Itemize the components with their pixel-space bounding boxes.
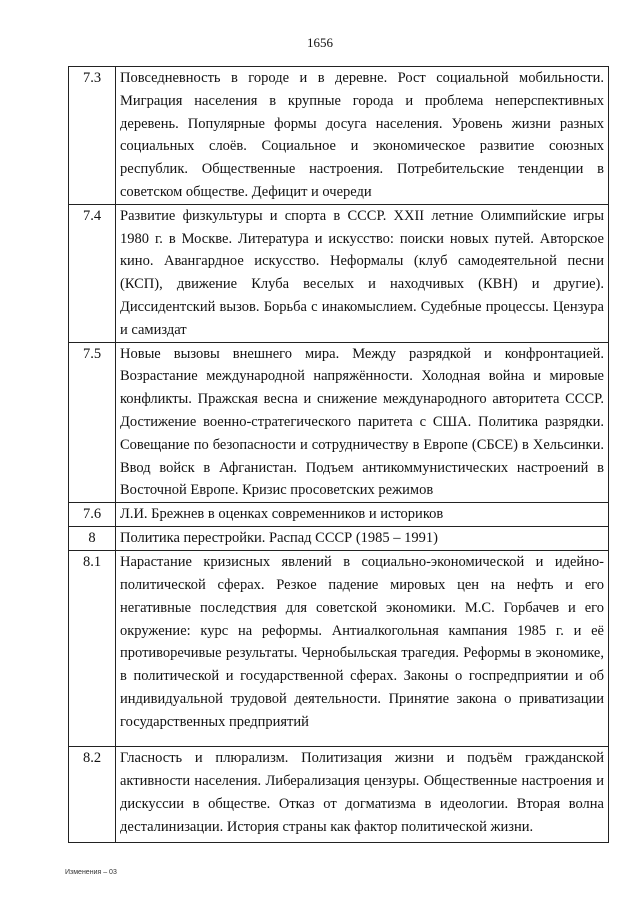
table-row	[69, 527, 609, 551]
topic-number: 7.4	[69, 204, 116, 342]
table-row	[69, 342, 609, 503]
topic-number: 7.6	[69, 503, 116, 527]
topic-text: Повседневность в городе и в деревне. Рост социальной мобильности. Миграция населения в крупные города и проблема неперспективных деревень. Популярные формы досуга населения. Уровень жизни разных социальных слоёв. Социальное и экономическое развитие союзных республик. Общественные настроения. Потребительские тенденции в советском обществе. Дефицит и очереди	[116, 67, 609, 205]
topics-table	[68, 66, 609, 843]
topic-number: 8	[69, 527, 116, 551]
table-row	[69, 551, 609, 747]
table-row	[69, 747, 609, 843]
topic-number: 8.1	[69, 551, 116, 747]
topic-text: Гласность и плюрализм. Политизация жизни и подъём гражданской активности населения. Либерализация цензуры. Общественные настроения и дискуссии в обществе. Отказ от догматизма в идеологии. Вторая волна десталинизации. История страны как фактор политической жизни.	[116, 747, 609, 843]
topic-text: Развитие физкультуры и спорта в СССР. XXII летние Олимпийские игры 1980 г. в Москве. Литература и искусство: поиски новых путей. Авторское кино. Авангардное искусство. Неформалы (клуб самодеятельной песни (КСП), движение Клуба веселых и находчивых (КВН) и другие). Диссидентский вызов. Борьба с инакомыслием. Судебные процессы. Цензура и самиздат	[116, 204, 609, 342]
topic-number: 8.2	[69, 747, 116, 843]
topic-text: Политика перестройки. Распад СССР (1985 – 1991)	[116, 527, 609, 551]
topic-text: Нарастание кризисных явлений в социально-экономической и идейно-политической сферах. Резкое падение мировых цен на нефть и его негативные последствия для советской экономики. М.С. Горбачев и его окружение: курс на реформы. Антиалкогольная кампания 1985 г. и её противоречивые результаты. Чернобыльская трагедия. Реформы в экономике, в политической и государственной сферах. Законы о госпредприятии и об индивидуальной трудовой деятельности. Принятие закона о приватизации государственных предприятий	[116, 551, 609, 747]
table-row	[69, 204, 609, 342]
topic-text: Новые вызовы внешнего мира. Между разрядкой и конфронтацией. Возрастание международной напряжённости. Холодная война и мировые конфликты. Пражская весна и снижение международного авторитета СССР. Достижение военно-стратегического паритета с США. Политика разрядки. Совещание по безопасности и сотрудничеству в Европе (СБСЕ) в Хельсинки. Ввод войск в Афганистан. Подъем антикоммунистических настроений в Восточной Европе. Кризис просоветских режимов	[116, 342, 609, 503]
topic-number: 7.5	[69, 342, 116, 503]
table-row	[69, 67, 609, 205]
topic-number: 7.3	[69, 67, 116, 205]
table-row	[69, 503, 609, 527]
footer-revision: Изменения – 03	[65, 869, 117, 876]
page-number: 1656	[307, 35, 333, 50]
topic-text: Л.И. Брежнев в оценках современников и историков	[116, 503, 609, 527]
